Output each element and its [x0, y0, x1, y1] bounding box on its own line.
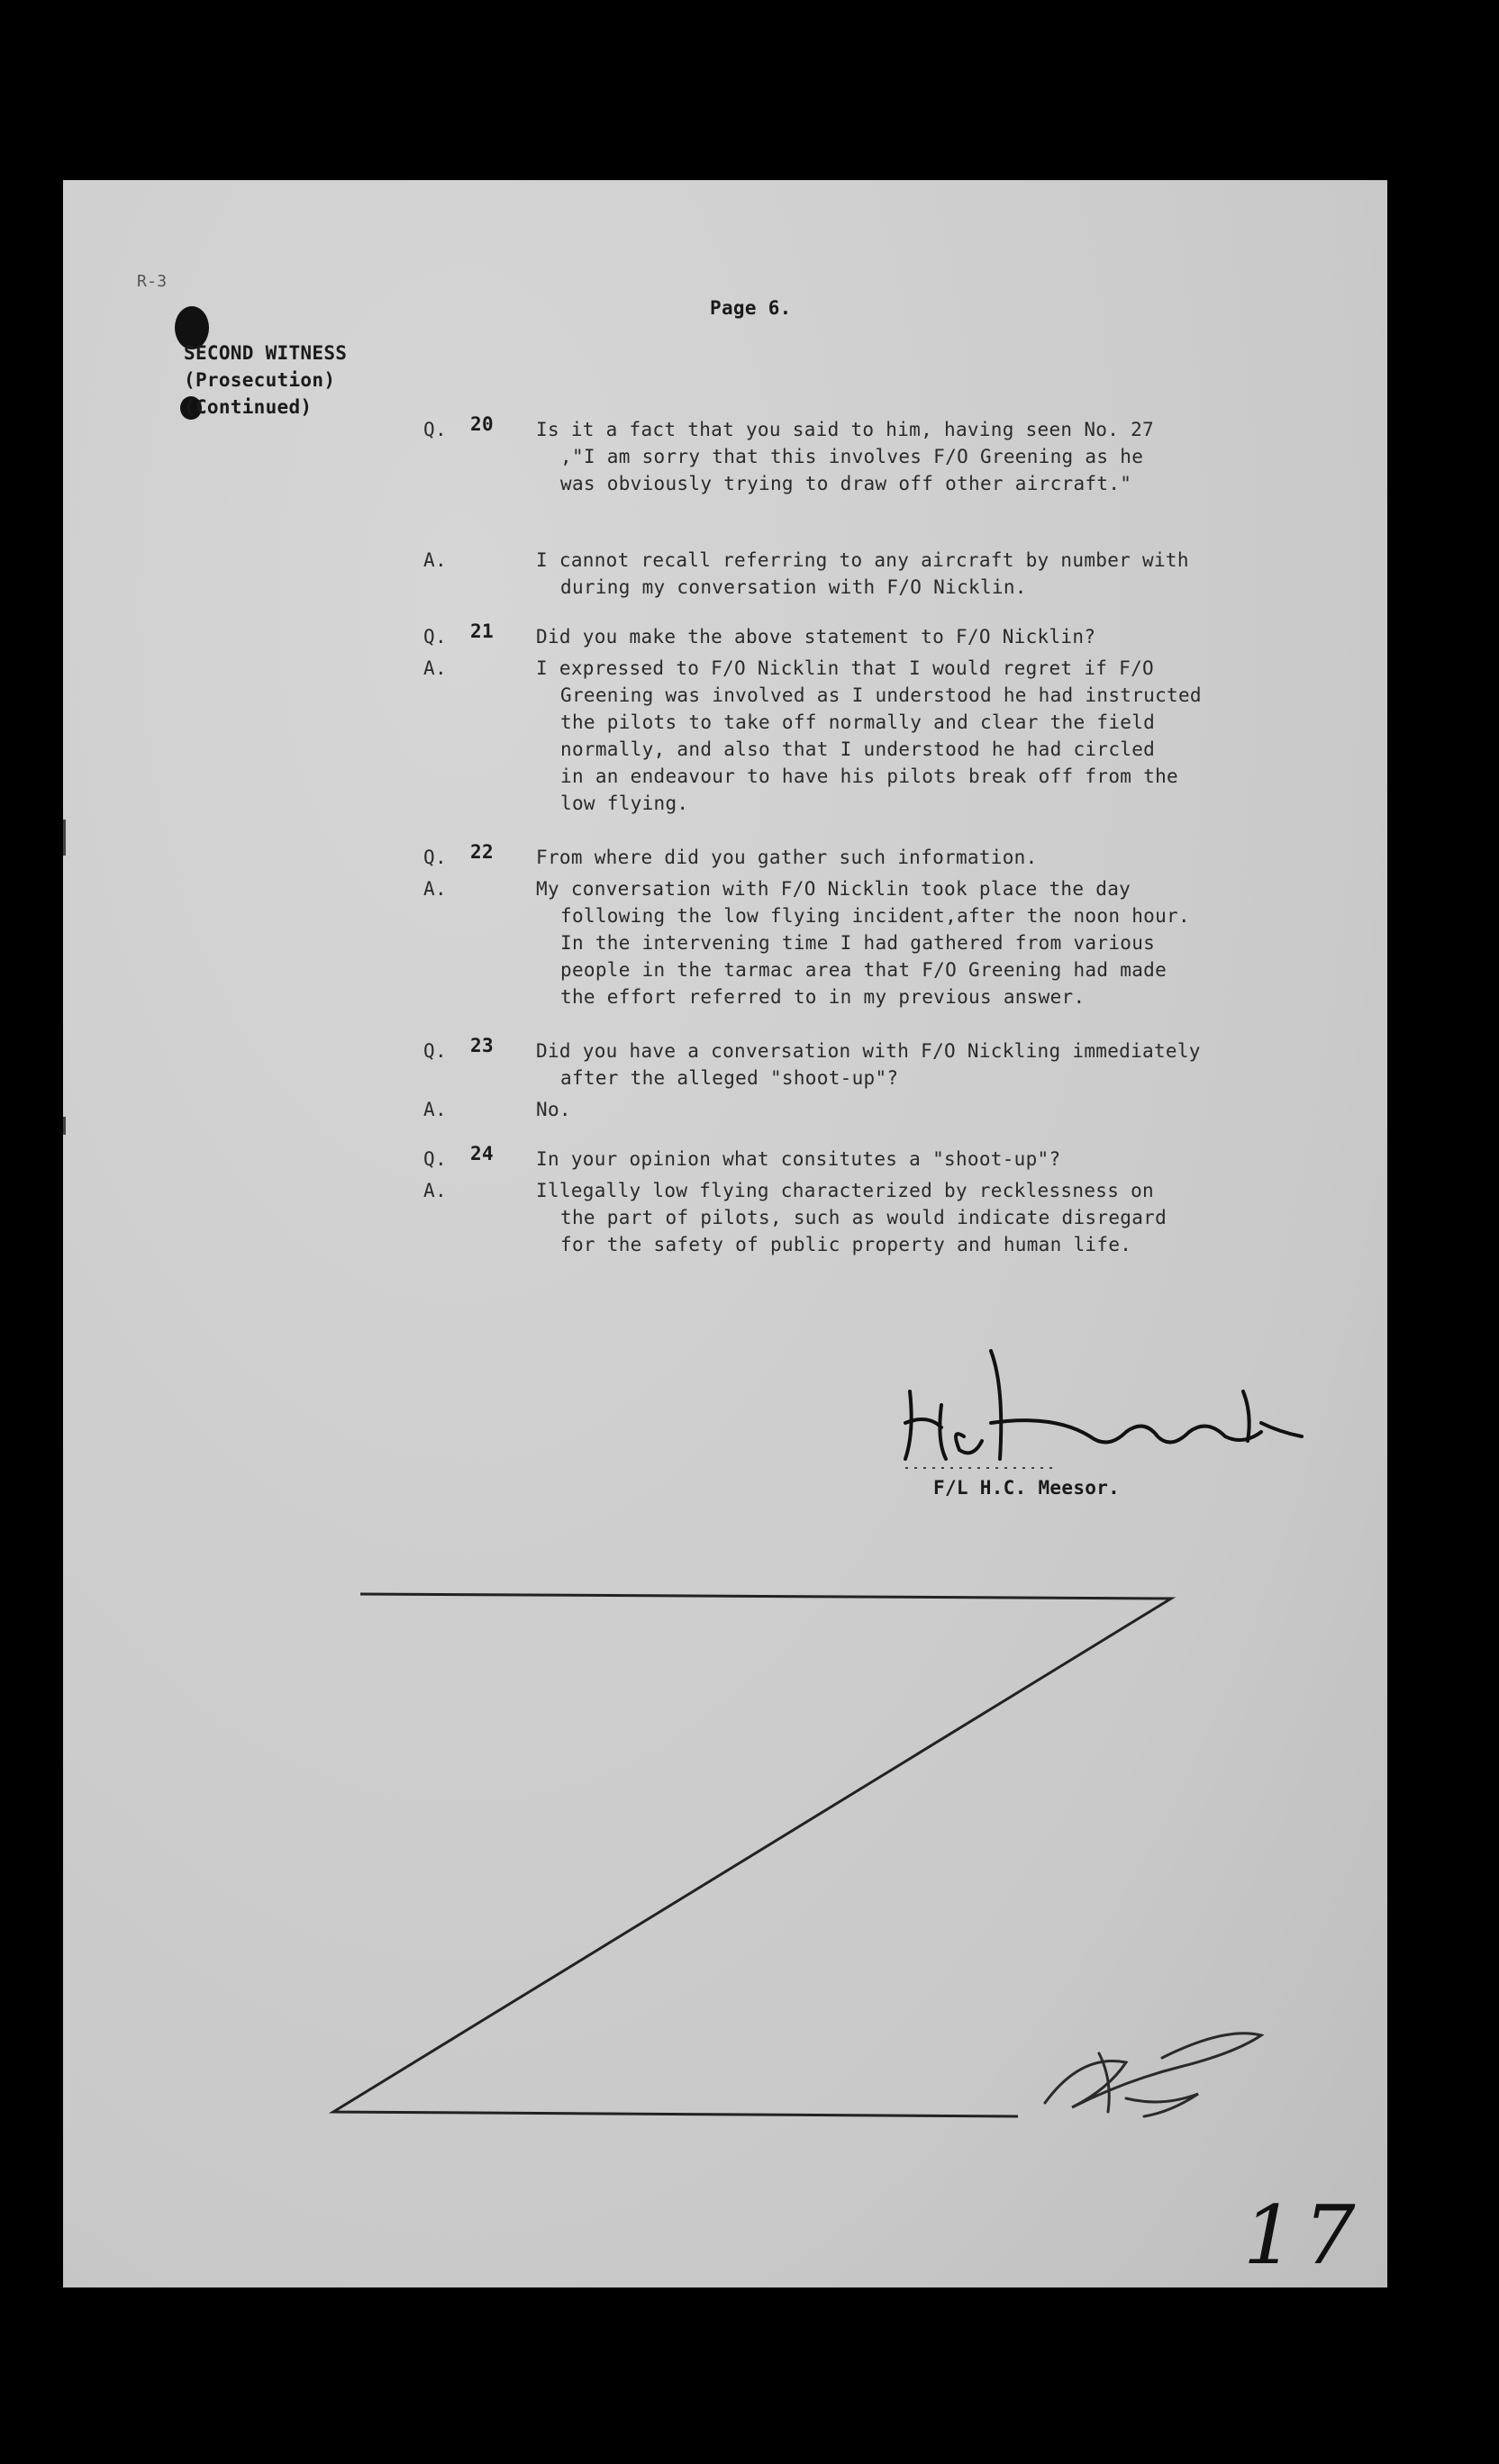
transcript-line: following the low flying incident,after the noon hour. [560, 905, 1190, 927]
transcript-line: after the alleged "shoot-up"? [560, 1067, 899, 1089]
transcript-line: low flying. [560, 793, 689, 814]
witness-subheading-continued: (Continued) [184, 396, 313, 418]
witness-heading: SECOND WITNESS [184, 342, 348, 364]
handwritten-page-number: 17 [1243, 2188, 1365, 2283]
transcript-line: the part of pilots, such as would indicate disregard [560, 1207, 1167, 1228]
transcript-line: I cannot recall referring to any aircraft by number with [536, 549, 1189, 571]
question-marker: Q. [423, 419, 447, 440]
transcript-line: ,"I am sorry that this involves F/O Greening as he [560, 446, 1144, 467]
transcript-line: for the safety of public property and human life. [560, 1234, 1132, 1255]
transcript-line: Greening was involved as I understood he had instructed [560, 684, 1202, 706]
question-number: 21 [470, 621, 494, 642]
question-marker: Q. [423, 847, 447, 868]
question-marker: Q. [423, 1148, 447, 1170]
transcript-line: was obviously trying to draw off other aircraft." [560, 473, 1132, 494]
transcript-line: the effort referred to in my previous answer. [560, 986, 1086, 1008]
signatory-name: F/L H.C. Meesor. [933, 1477, 1121, 1499]
transcript-line: I expressed to F/O Nicklin that I would regret if F/O [536, 657, 1154, 679]
question-marker: Q. [423, 626, 447, 648]
transcript-line: in an endeavour to have his pilots break off from the [560, 765, 1178, 787]
transcript-line: the pilots to take off normally and clear the field [560, 711, 1156, 733]
handwritten-initials [63, 180, 1387, 2287]
transcript-line: people in the tarmac area that F/O Greening had made [560, 959, 1167, 981]
question-number: 22 [470, 841, 494, 863]
answer-marker: A. [423, 657, 447, 679]
document-page [63, 180, 1387, 2287]
witness-subheading-prosecution: (Prosecution) [184, 369, 336, 391]
answer-marker: A. [423, 1099, 447, 1120]
transcript-line: normally, and also that I understood he had circled [560, 738, 1156, 760]
transcript-line: In your opinion what consitutes a "shoot-up"? [536, 1148, 1061, 1170]
transcript-line: Did you make the above statement to F/O Nicklin? [536, 626, 1096, 648]
answer-marker: A. [423, 549, 447, 571]
transcript-line: No. [536, 1099, 571, 1120]
question-marker: Q. [423, 1040, 447, 1062]
transcript-line: In the intervening time I had gathered from various [560, 932, 1156, 954]
answer-marker: A. [423, 878, 447, 900]
answer-marker: A. [423, 1180, 447, 1201]
page-number-label: Page 6. [710, 297, 792, 319]
transcript-line: From where did you gather such information. [536, 847, 1038, 868]
transcript-line: Did you have a conversation with F/O Nickling immediately [536, 1040, 1201, 1062]
transcript-line: Is it a fact that you said to him, having seen No. 27 [536, 419, 1154, 440]
question-number: 20 [470, 413, 494, 435]
transcript-line: during my conversation with F/O Nicklin. [560, 576, 1027, 598]
transcript-line: Illegally low flying characterized by recklessness on [536, 1180, 1154, 1201]
question-number: 23 [470, 1035, 494, 1056]
question-number: 24 [470, 1143, 494, 1164]
file-reference: R-3 [137, 272, 168, 291]
transcript-line: My conversation with F/O Nicklin took place the day [536, 878, 1131, 900]
